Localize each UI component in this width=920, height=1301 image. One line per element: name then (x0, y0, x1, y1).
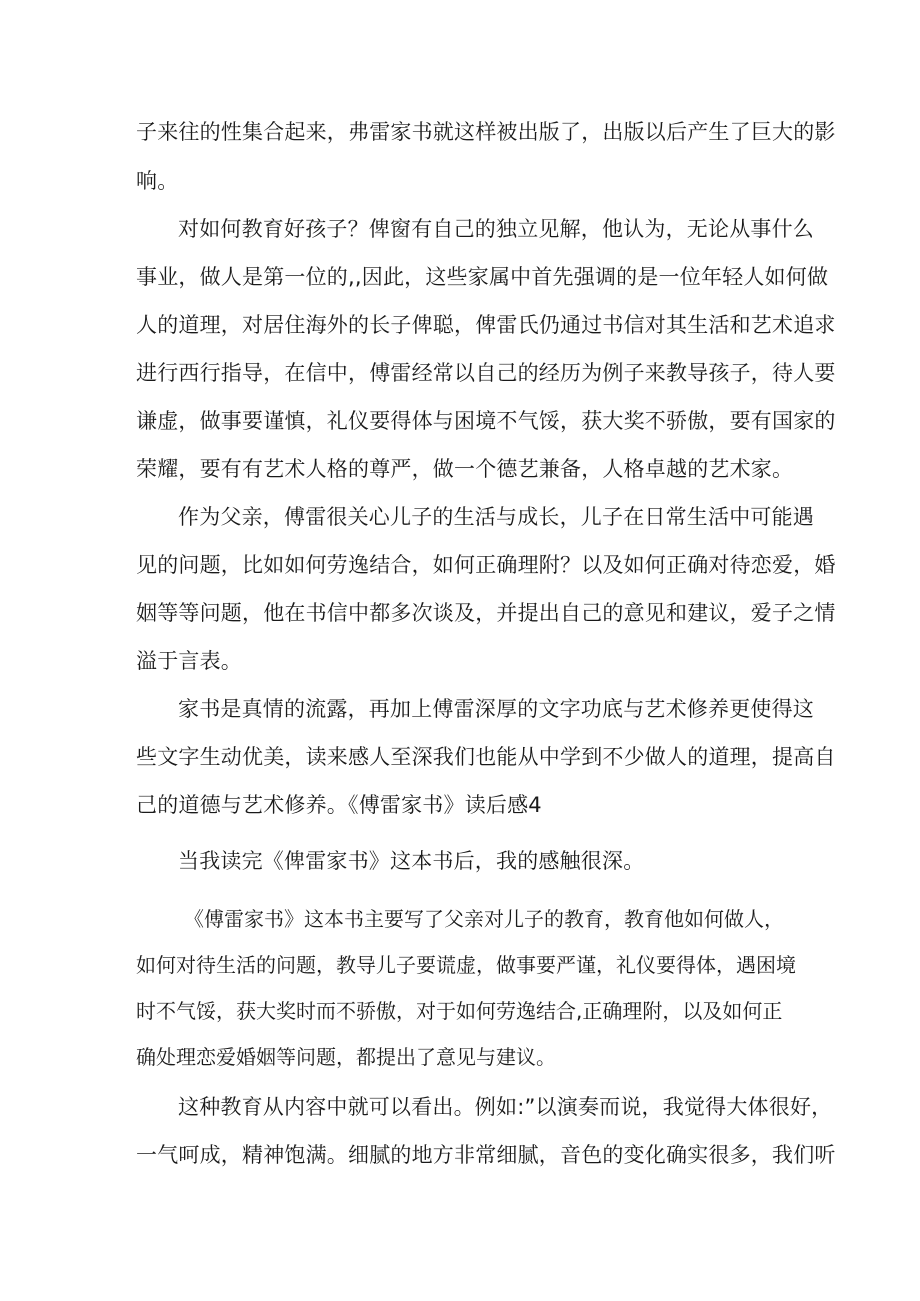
text-line: 溢于言表。 (136, 649, 242, 673)
paragraph-first-line: 当我读完《俾雷家书》这本书后，我的感触很深。 (178, 849, 645, 873)
text-line: 见的问题，比如如何劳逸结合，如何正确理附？以及如何正确对待恋爱，婚 (136, 553, 836, 577)
text-line: 荣耀，要有有艺术人格的尊严，做一个德艺兼备，人格卓越的艺术家。 (136, 457, 794, 481)
text-line: 如何对待生活的问题，教导儿子要谎虚，做事要严谨，礼仪要得体，遇困境 (136, 953, 796, 977)
text-line: 己的道德与艺术修养。《傅雷家书》读后感4 (136, 793, 542, 817)
text-line: 响。 (136, 169, 179, 193)
text-line: 些文字生动优美，读来感人至深我们也能从中学到不少做人的道理，提高自 (136, 745, 836, 769)
text-line: 一气呵成，精神饱满。细腻的地方非常细腻，音色的变化确实很多，我们听 (136, 1143, 836, 1167)
text-line: 谦虚，做事要谨慎，礼仪要得体与困境不气馁，获大奖不骄傲，要有国家的 (136, 409, 836, 433)
paragraph-first-line: 对如何教育好孩子？俾窗有自己的独立见解，他认为，无论从事什么 (178, 217, 814, 241)
text-line: 子来往的性集合起来，弗雷家书就这样被出版了，出版以后产生了巨大的影 (136, 120, 836, 144)
paragraph-first-line: 作为父亲，傅雷很关心儿子的生活与成长，儿子在日常生活中可能遇 (178, 505, 814, 529)
text-line: 时不气馁，获大奖时而不骄傲，对于如何劳逸结合,正确理附，以及如何正 (136, 999, 783, 1023)
paragraph-first-line: 家书是真情的流露，再加上傅雷深厚的文字功底与艺术修养更使得这 (178, 697, 814, 721)
text-line: 进行西行指导，在信中，傅雷经常以自己的经历为例子来教导孩子，待人要 (136, 361, 836, 385)
text-line: 确处理恋爱婚姻等问题，都提出了意见与建议。 (136, 1045, 556, 1069)
paragraph-first-line: 《傅雷家书》这本书主要写了父亲对儿子的教育，教育他如何做人， (184, 907, 784, 931)
text-line: 姻等等问题，他在书信中都多次谈及，并提出自己的意见和建议，爱子之情 (136, 601, 836, 625)
paragraph-first-line: 这种教育从内容中就可以看出。例如:”以演奏而说，我觉得大体很好， (178, 1095, 833, 1119)
text-line: 事业，做人是第一位的,,因此，这些家属中首先强调的是一位年轻人如何做 (136, 265, 829, 289)
text-line: 人的道理，对居住海外的长子俾聪，俾雷氏仍通过书信对其生活和艺术追求 (136, 313, 836, 337)
